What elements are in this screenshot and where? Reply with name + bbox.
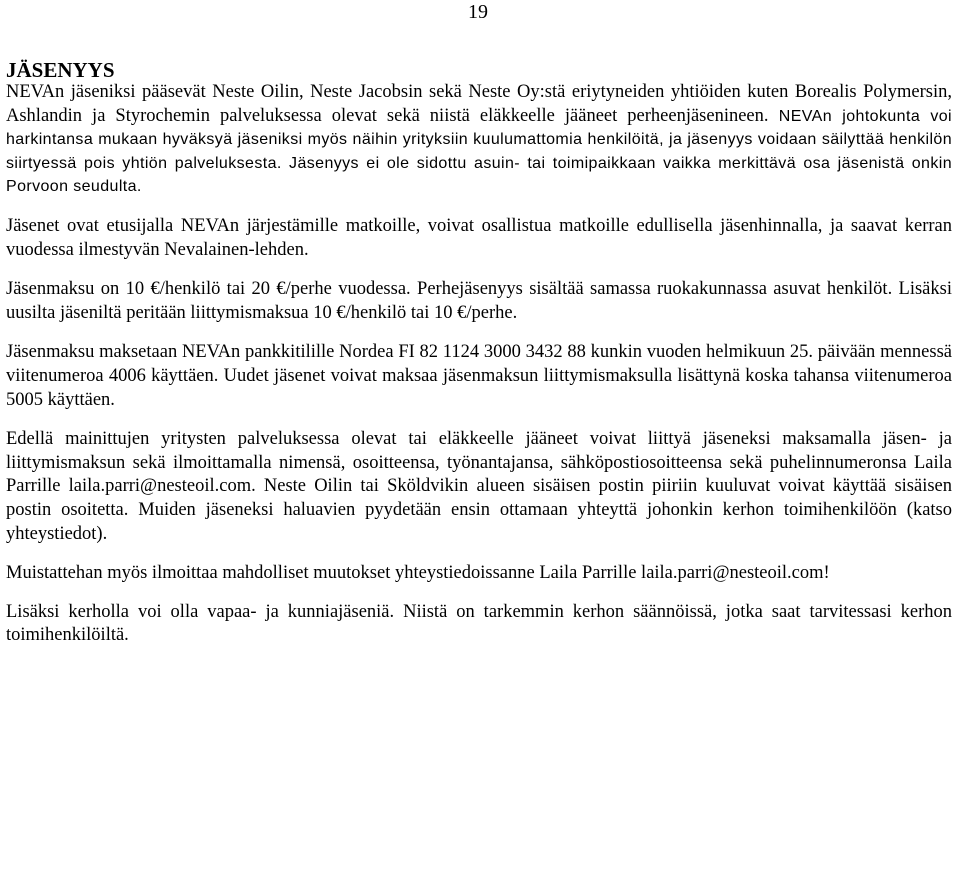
paragraph-contact-changes: Muistattehan myös ilmoittaa mahdolliset muutokset yhteystiedoissanne Laila Parrille laila.parri@nesteoil.com! (6, 563, 830, 584)
paragraph-membership-eligibility-serif: NEVAn jäseniksi pääsevät Neste Oilin, Neste Jacobsin sekä Neste Oy:stä eriytyneiden yhtiöiden kuten Borealis Polymersin, Ashlandin ja Styrochemin palveluksessa olevat sekä niistä eläkkeelle jääneet perheenjäsenineen. (6, 82, 952, 126)
paragraph-payment-details: Jäsenmaksu maksetaan NEVAn pankkitilille Nordea FI 82 1124 3000 3432 88 kunkin vuoden helmikuun 25. päivään mennessä viitenumeroa 4006 käyttäen. Uudet jäsenet voivat maksaa jäsenmaksun liittymismaksulla lisättynä koska tahansa viitenumeroa 5005 käyttäen. (6, 342, 952, 410)
page-number: 19 (468, 1, 488, 23)
paragraph-membership-eligibility (6, 81, 952, 199)
paragraph-membership-fee: Jäsenmaksu on 10 €/henkilö tai 20 €/perhe vuodessa. Perhejäsenyys sisältää samassa ruokakunnassa asuvat henkilöt. Lisäksi uusilta jäseniltä peritään liittymismaksua 10 €/henkilö tai 10 €/perhe. (6, 279, 952, 323)
paragraph-member-benefits: Jäsenet ovat etusijalla NEVAn järjestämille matkoille, voivat osallistua matkoille edullisella jäsenhinnalla, ja saavat kerran vuodessa ilmestyvän Nevalainen-lehden. (6, 215, 952, 260)
paragraph-how-to-join: Edellä mainittujen yritysten palveluksessa olevat tai eläkkeelle jääneet voivat liittyä jäseneksi maksamalla jäsen- ja liittymismaksun sekä ilmoittamalla nimensä, osoitteensa, työnantajansa, sähköpostiosoitteensa sekä puhelinnumeronsa Laila Parrille laila.parri@nesteoil.com. Neste Oilin tai Sköldvikin alueen sisäisen postin piiriin kuuluvat voivat käyttää sisäisen postin osoitetta. Muiden jäseneksi haluavien pyydetään ensin ottamaan yhteyttä johonkin kerhon toimihenkilöön (katso yhteystiedot). (6, 429, 952, 544)
paragraph-honorary-members: Lisäksi kerholla voi olla vapaa- ja kunniajäseniä. Niistä on tarkemmin kerhon säännöissä, jotka saat tarvitessasi kerhon toimihenkilöiltä. (6, 601, 952, 646)
document-body (6, 81, 952, 648)
page-title: JÄSENYYS (6, 58, 115, 82)
paragraph-membership-eligibility-sans: NEVAn johtokunta voi harkintansa mukaan hyväksyä jäseniksi myös näihin yrityksiin kuulumattomia henkilöitä, ja jäsenyys voidaan säilyttää henkilön siirtyessä pois yhtiön palveluksesta. Jäsenyys ei ole sidottu asuin- tai toimipaikkaan vaikka merkittävä osa jäsenistä onkin Porvoon seudulta. (6, 107, 952, 196)
